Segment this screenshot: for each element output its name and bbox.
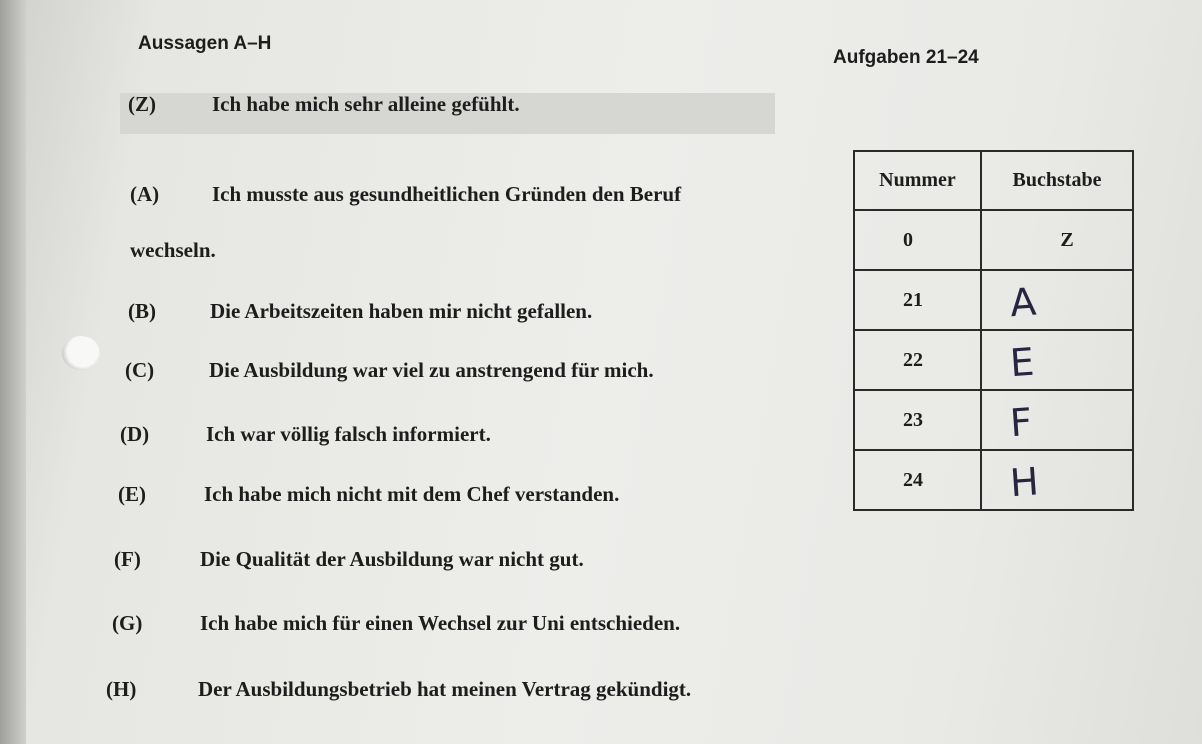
handwritten-answer: H bbox=[1008, 459, 1041, 506]
statement-f bbox=[114, 547, 584, 572]
header-nummer: Nummer bbox=[854, 151, 981, 210]
tasks-heading: Aufgaben 21–24 bbox=[833, 47, 979, 68]
statement-c bbox=[125, 358, 654, 383]
statement-a bbox=[130, 182, 681, 207]
statement-text: wechseln. bbox=[130, 238, 216, 262]
row-number: 0 bbox=[903, 228, 913, 251]
row-number-cell bbox=[854, 330, 981, 390]
statement-letter: (A) bbox=[130, 182, 160, 206]
statement-text: Die Ausbildung war viel zu anstrengend für mich. bbox=[209, 358, 654, 382]
row-number-cell bbox=[854, 210, 981, 270]
answer-cell[interactable] bbox=[981, 450, 1133, 510]
statement-g bbox=[112, 611, 680, 636]
table-row bbox=[854, 450, 1133, 510]
statement-text: Ich habe mich für einen Wechsel zur Uni entschieden. bbox=[200, 611, 681, 635]
header-buchstabe: Buchstabe bbox=[981, 151, 1133, 210]
answer-letter: Z bbox=[1060, 228, 1074, 251]
statements-heading: Aussagen A–H bbox=[138, 33, 272, 54]
statement-text: Ich habe mich sehr alleine gefühlt. bbox=[212, 92, 520, 116]
row-number-cell bbox=[854, 390, 981, 450]
table-row bbox=[854, 330, 1133, 390]
statement-text: Ich habe mich nicht mit dem Chef verstanden. bbox=[204, 482, 620, 506]
statement-z bbox=[128, 92, 520, 117]
table-row bbox=[854, 270, 1133, 330]
statement-letter: (G) bbox=[112, 611, 143, 635]
answer-cell[interactable] bbox=[981, 330, 1133, 390]
page-edge-shadow bbox=[0, 0, 26, 744]
answer-cell bbox=[981, 210, 1133, 270]
statement-letter: (D) bbox=[120, 422, 150, 446]
statement-letter: (Z) bbox=[128, 92, 156, 116]
answer-cell[interactable] bbox=[981, 390, 1133, 450]
row-number: 23 bbox=[903, 408, 923, 431]
handwritten-answer: F bbox=[1008, 399, 1034, 446]
statement-text: Die Arbeitszeiten haben mir nicht gefallen. bbox=[210, 299, 593, 323]
row-number: 24 bbox=[903, 468, 923, 491]
handwritten-answer: E bbox=[1008, 339, 1036, 386]
punch-hole bbox=[62, 336, 100, 370]
statement-text: Die Qualität der Ausbildung war nicht gut. bbox=[200, 547, 584, 571]
row-number-cell bbox=[854, 450, 981, 510]
answer-cell[interactable] bbox=[981, 270, 1133, 330]
statement-e bbox=[118, 482, 619, 507]
statement-d bbox=[120, 422, 491, 447]
statement-letter: (B) bbox=[128, 299, 156, 323]
table-row bbox=[854, 390, 1133, 450]
row-number-cell bbox=[854, 270, 981, 330]
statement-text: Ich war völlig falsch informiert. bbox=[206, 422, 491, 446]
statement-text: Ich musste aus gesundheitlichen Gründen den Beruf bbox=[212, 182, 682, 206]
statement-letter: (F) bbox=[114, 547, 141, 571]
statement-text: Der Ausbildungsbetrieb hat meinen Vertrag gekündigt. bbox=[198, 677, 692, 701]
handwritten-answer: A bbox=[1008, 279, 1038, 326]
statement-b bbox=[128, 299, 592, 324]
statement-h bbox=[106, 677, 691, 702]
statement-letter: (H) bbox=[106, 677, 137, 701]
statement-letter: (E) bbox=[118, 482, 146, 506]
row-number: 21 bbox=[903, 288, 923, 311]
answer-table bbox=[853, 150, 1134, 511]
statement-letter: (C) bbox=[125, 358, 155, 382]
statement-a-continued bbox=[130, 238, 216, 263]
answer-table-header bbox=[854, 151, 1133, 210]
row-number: 22 bbox=[903, 348, 923, 371]
table-row bbox=[854, 210, 1133, 270]
